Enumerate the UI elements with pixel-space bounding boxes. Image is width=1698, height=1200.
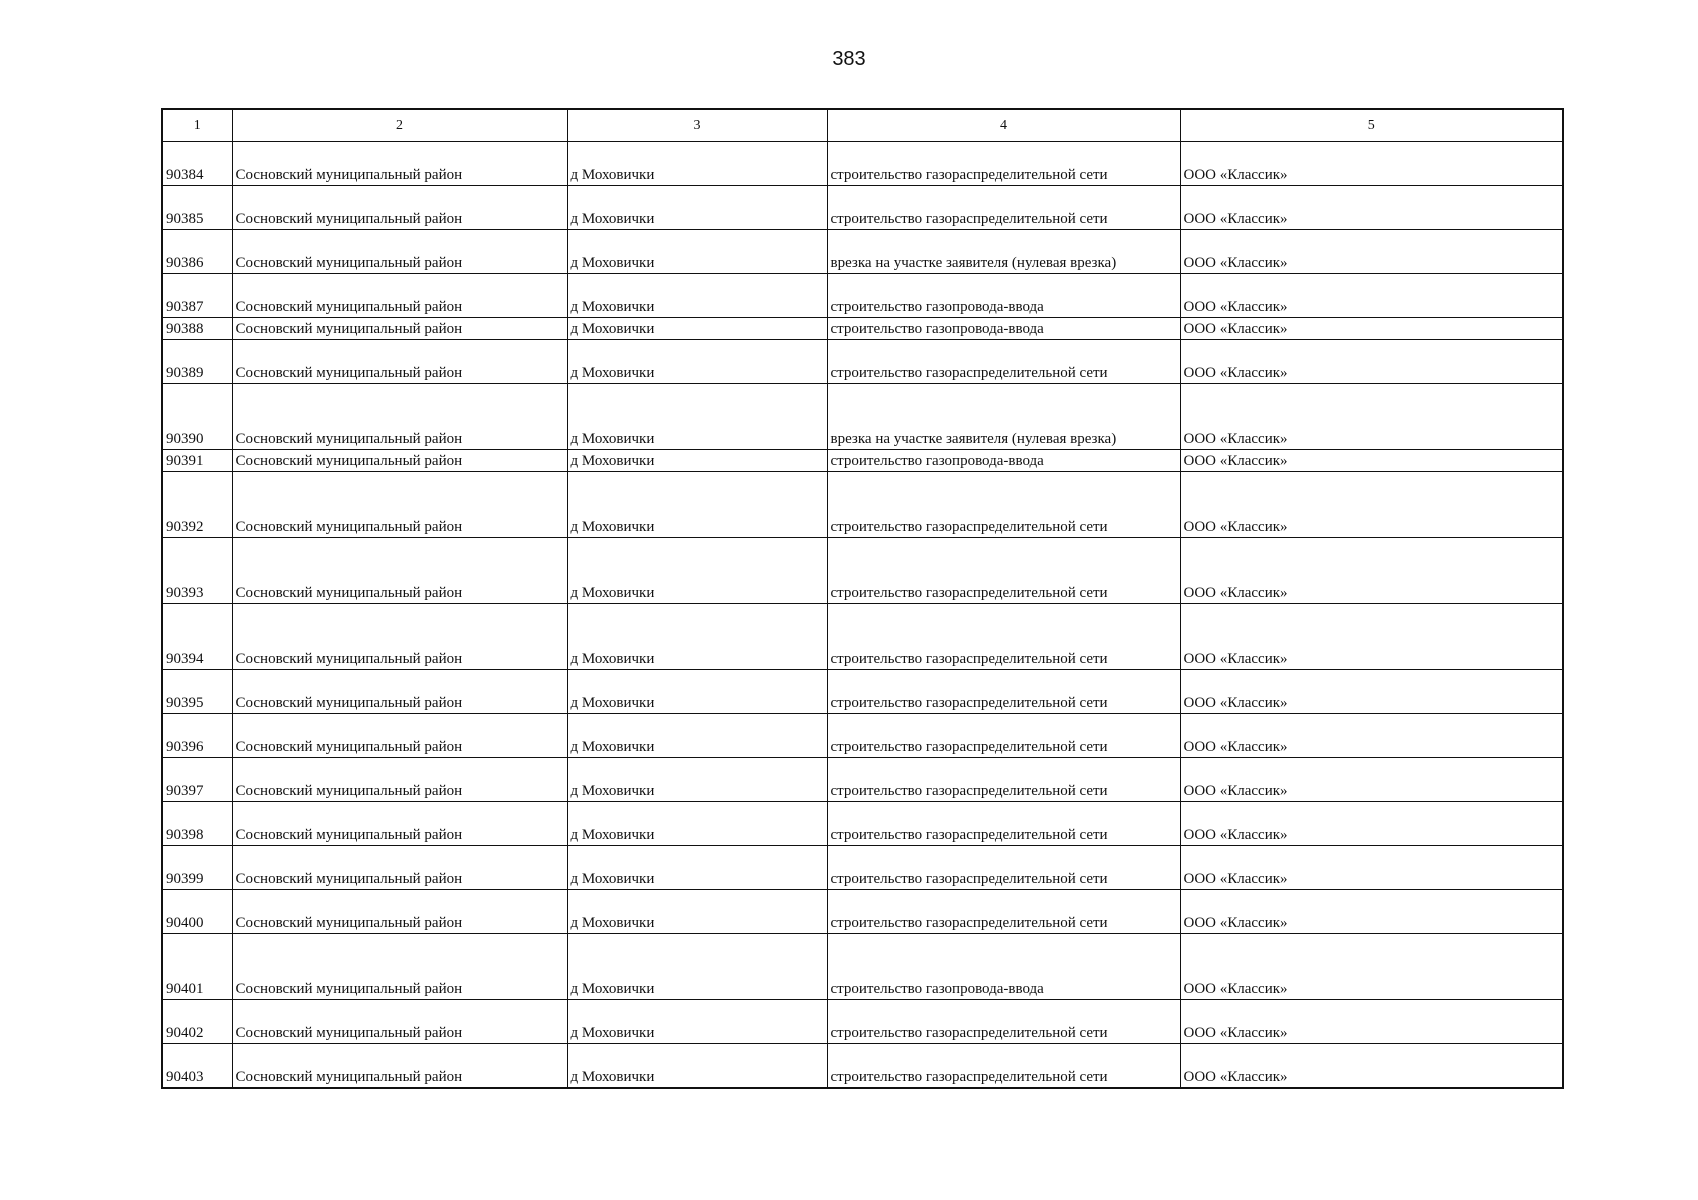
row-organization: ООО «Классик» [1180,274,1563,318]
row-district: Сосновский муниципальный район [232,318,567,340]
table-row [162,1044,1563,1089]
page-number: 383 [832,48,866,70]
row-work-type: строительство газораспределительной сети [827,1044,1180,1089]
row-work-type: строительство газопровода-ввода [827,274,1180,318]
register-table [161,108,1564,1089]
row-organization: ООО «Классик» [1180,802,1563,846]
row-number: 90403 [162,1044,232,1089]
table-row [162,604,1563,670]
row-settlement: д Моховички [567,384,827,450]
row-organization: ООО «Классик» [1180,934,1563,1000]
row-organization: ООО «Классик» [1180,846,1563,890]
row-number: 90401 [162,934,232,1000]
row-district: Сосновский муниципальный район [232,934,567,1000]
row-work-type: строительство газораспределительной сети [827,846,1180,890]
column-header-2: 2 [232,109,567,142]
row-work-type: строительство газораспределительной сети [827,714,1180,758]
row-district: Сосновский муниципальный район [232,230,567,274]
row-organization: ООО «Классик» [1180,538,1563,604]
row-work-type: строительство газораспределительной сети [827,340,1180,384]
row-number: 90393 [162,538,232,604]
row-district: Сосновский муниципальный район [232,384,567,450]
row-settlement: д Моховички [567,274,827,318]
row-work-type: строительство газораспределительной сети [827,802,1180,846]
row-number: 90390 [162,384,232,450]
table-row [162,846,1563,890]
row-settlement: д Моховички [567,714,827,758]
row-work-type: строительство газораспределительной сети [827,604,1180,670]
row-settlement: д Моховички [567,318,827,340]
row-organization: ООО «Классик» [1180,472,1563,538]
row-organization: ООО «Классик» [1180,714,1563,758]
row-settlement: д Моховички [567,758,827,802]
table-row [162,802,1563,846]
row-district: Сосновский муниципальный район [232,450,567,472]
row-settlement: д Моховички [567,890,827,934]
row-organization: ООО «Классик» [1180,142,1563,186]
row-settlement: д Моховички [567,340,827,384]
table-row [162,318,1563,340]
row-number: 90387 [162,274,232,318]
row-district: Сосновский муниципальный район [232,274,567,318]
row-organization: ООО «Классик» [1180,604,1563,670]
row-organization: ООО «Классик» [1180,758,1563,802]
table-row [162,384,1563,450]
table-row [162,670,1563,714]
row-number: 90399 [162,846,232,890]
row-organization: ООО «Классик» [1180,1000,1563,1044]
row-district: Сосновский муниципальный район [232,186,567,230]
row-number: 90388 [162,318,232,340]
row-district: Сосновский муниципальный район [232,1000,567,1044]
row-district: Сосновский муниципальный район [232,142,567,186]
row-number: 90400 [162,890,232,934]
table-row [162,274,1563,318]
row-number: 90391 [162,450,232,472]
row-number: 90397 [162,758,232,802]
row-organization: ООО «Классик» [1180,890,1563,934]
table-row [162,714,1563,758]
column-header-1: 1 [162,109,232,142]
row-work-type: строительство газопровода-ввода [827,450,1180,472]
table-row [162,758,1563,802]
row-district: Сосновский муниципальный район [232,340,567,384]
row-organization: ООО «Классик» [1180,318,1563,340]
table-row [162,142,1563,186]
row-organization: ООО «Классик» [1180,1044,1563,1089]
row-organization: ООО «Классик» [1180,670,1563,714]
row-organization: ООО «Классик» [1180,384,1563,450]
row-settlement: д Моховички [567,538,827,604]
row-work-type: строительство газораспределительной сети [827,1000,1180,1044]
row-district: Сосновский муниципальный район [232,1044,567,1089]
row-district: Сосновский муниципальный район [232,472,567,538]
row-district: Сосновский муниципальный район [232,890,567,934]
row-organization: ООО «Классик» [1180,186,1563,230]
row-work-type: строительство газопровода-ввода [827,318,1180,340]
row-number: 90398 [162,802,232,846]
row-work-type: врезка на участке заявителя (нулевая врезка) [827,230,1180,274]
table-row [162,934,1563,1000]
table-row [162,538,1563,604]
row-number: 90394 [162,604,232,670]
row-work-type: строительство газораспределительной сети [827,142,1180,186]
row-settlement: д Моховички [567,604,827,670]
row-district: Сосновский муниципальный район [232,758,567,802]
row-work-type: строительство газопровода-ввода [827,934,1180,1000]
row-number: 90386 [162,230,232,274]
row-settlement: д Моховички [567,450,827,472]
row-number: 90392 [162,472,232,538]
row-settlement: д Моховички [567,1000,827,1044]
row-district: Сосновский муниципальный район [232,604,567,670]
row-work-type: строительство газораспределительной сети [827,890,1180,934]
row-work-type: строительство газораспределительной сети [827,186,1180,230]
table-row [162,890,1563,934]
column-header-5: 5 [1180,109,1563,142]
row-settlement: д Моховички [567,802,827,846]
row-organization: ООО «Классик» [1180,230,1563,274]
table-row [162,230,1563,274]
table-row [162,450,1563,472]
column-header-3: 3 [567,109,827,142]
column-header-4: 4 [827,109,1180,142]
row-work-type: строительство газораспределительной сети [827,538,1180,604]
row-number: 90385 [162,186,232,230]
table-row [162,186,1563,230]
row-work-type: врезка на участке заявителя (нулевая врезка) [827,384,1180,450]
row-settlement: д Моховички [567,230,827,274]
row-number: 90395 [162,670,232,714]
row-settlement: д Моховички [567,1044,827,1089]
row-work-type: строительство газораспределительной сети [827,758,1180,802]
row-work-type: строительство газораспределительной сети [827,472,1180,538]
row-settlement: д Моховички [567,186,827,230]
row-district: Сосновский муниципальный район [232,714,567,758]
row-work-type: строительство газораспределительной сети [827,670,1180,714]
row-settlement: д Моховички [567,142,827,186]
row-number: 90384 [162,142,232,186]
row-district: Сосновский муниципальный район [232,802,567,846]
table-header-row [162,109,1563,142]
row-number: 90389 [162,340,232,384]
row-district: Сосновский муниципальный район [232,846,567,890]
row-settlement: д Моховички [567,472,827,538]
table-row [162,1000,1563,1044]
row-organization: ООО «Классик» [1180,450,1563,472]
table-row [162,472,1563,538]
row-settlement: д Моховички [567,934,827,1000]
table-row [162,340,1563,384]
row-settlement: д Моховички [567,670,827,714]
row-settlement: д Моховички [567,846,827,890]
row-district: Сосновский муниципальный район [232,670,567,714]
row-district: Сосновский муниципальный район [232,538,567,604]
row-number: 90396 [162,714,232,758]
row-number: 90402 [162,1000,232,1044]
row-organization: ООО «Классик» [1180,340,1563,384]
